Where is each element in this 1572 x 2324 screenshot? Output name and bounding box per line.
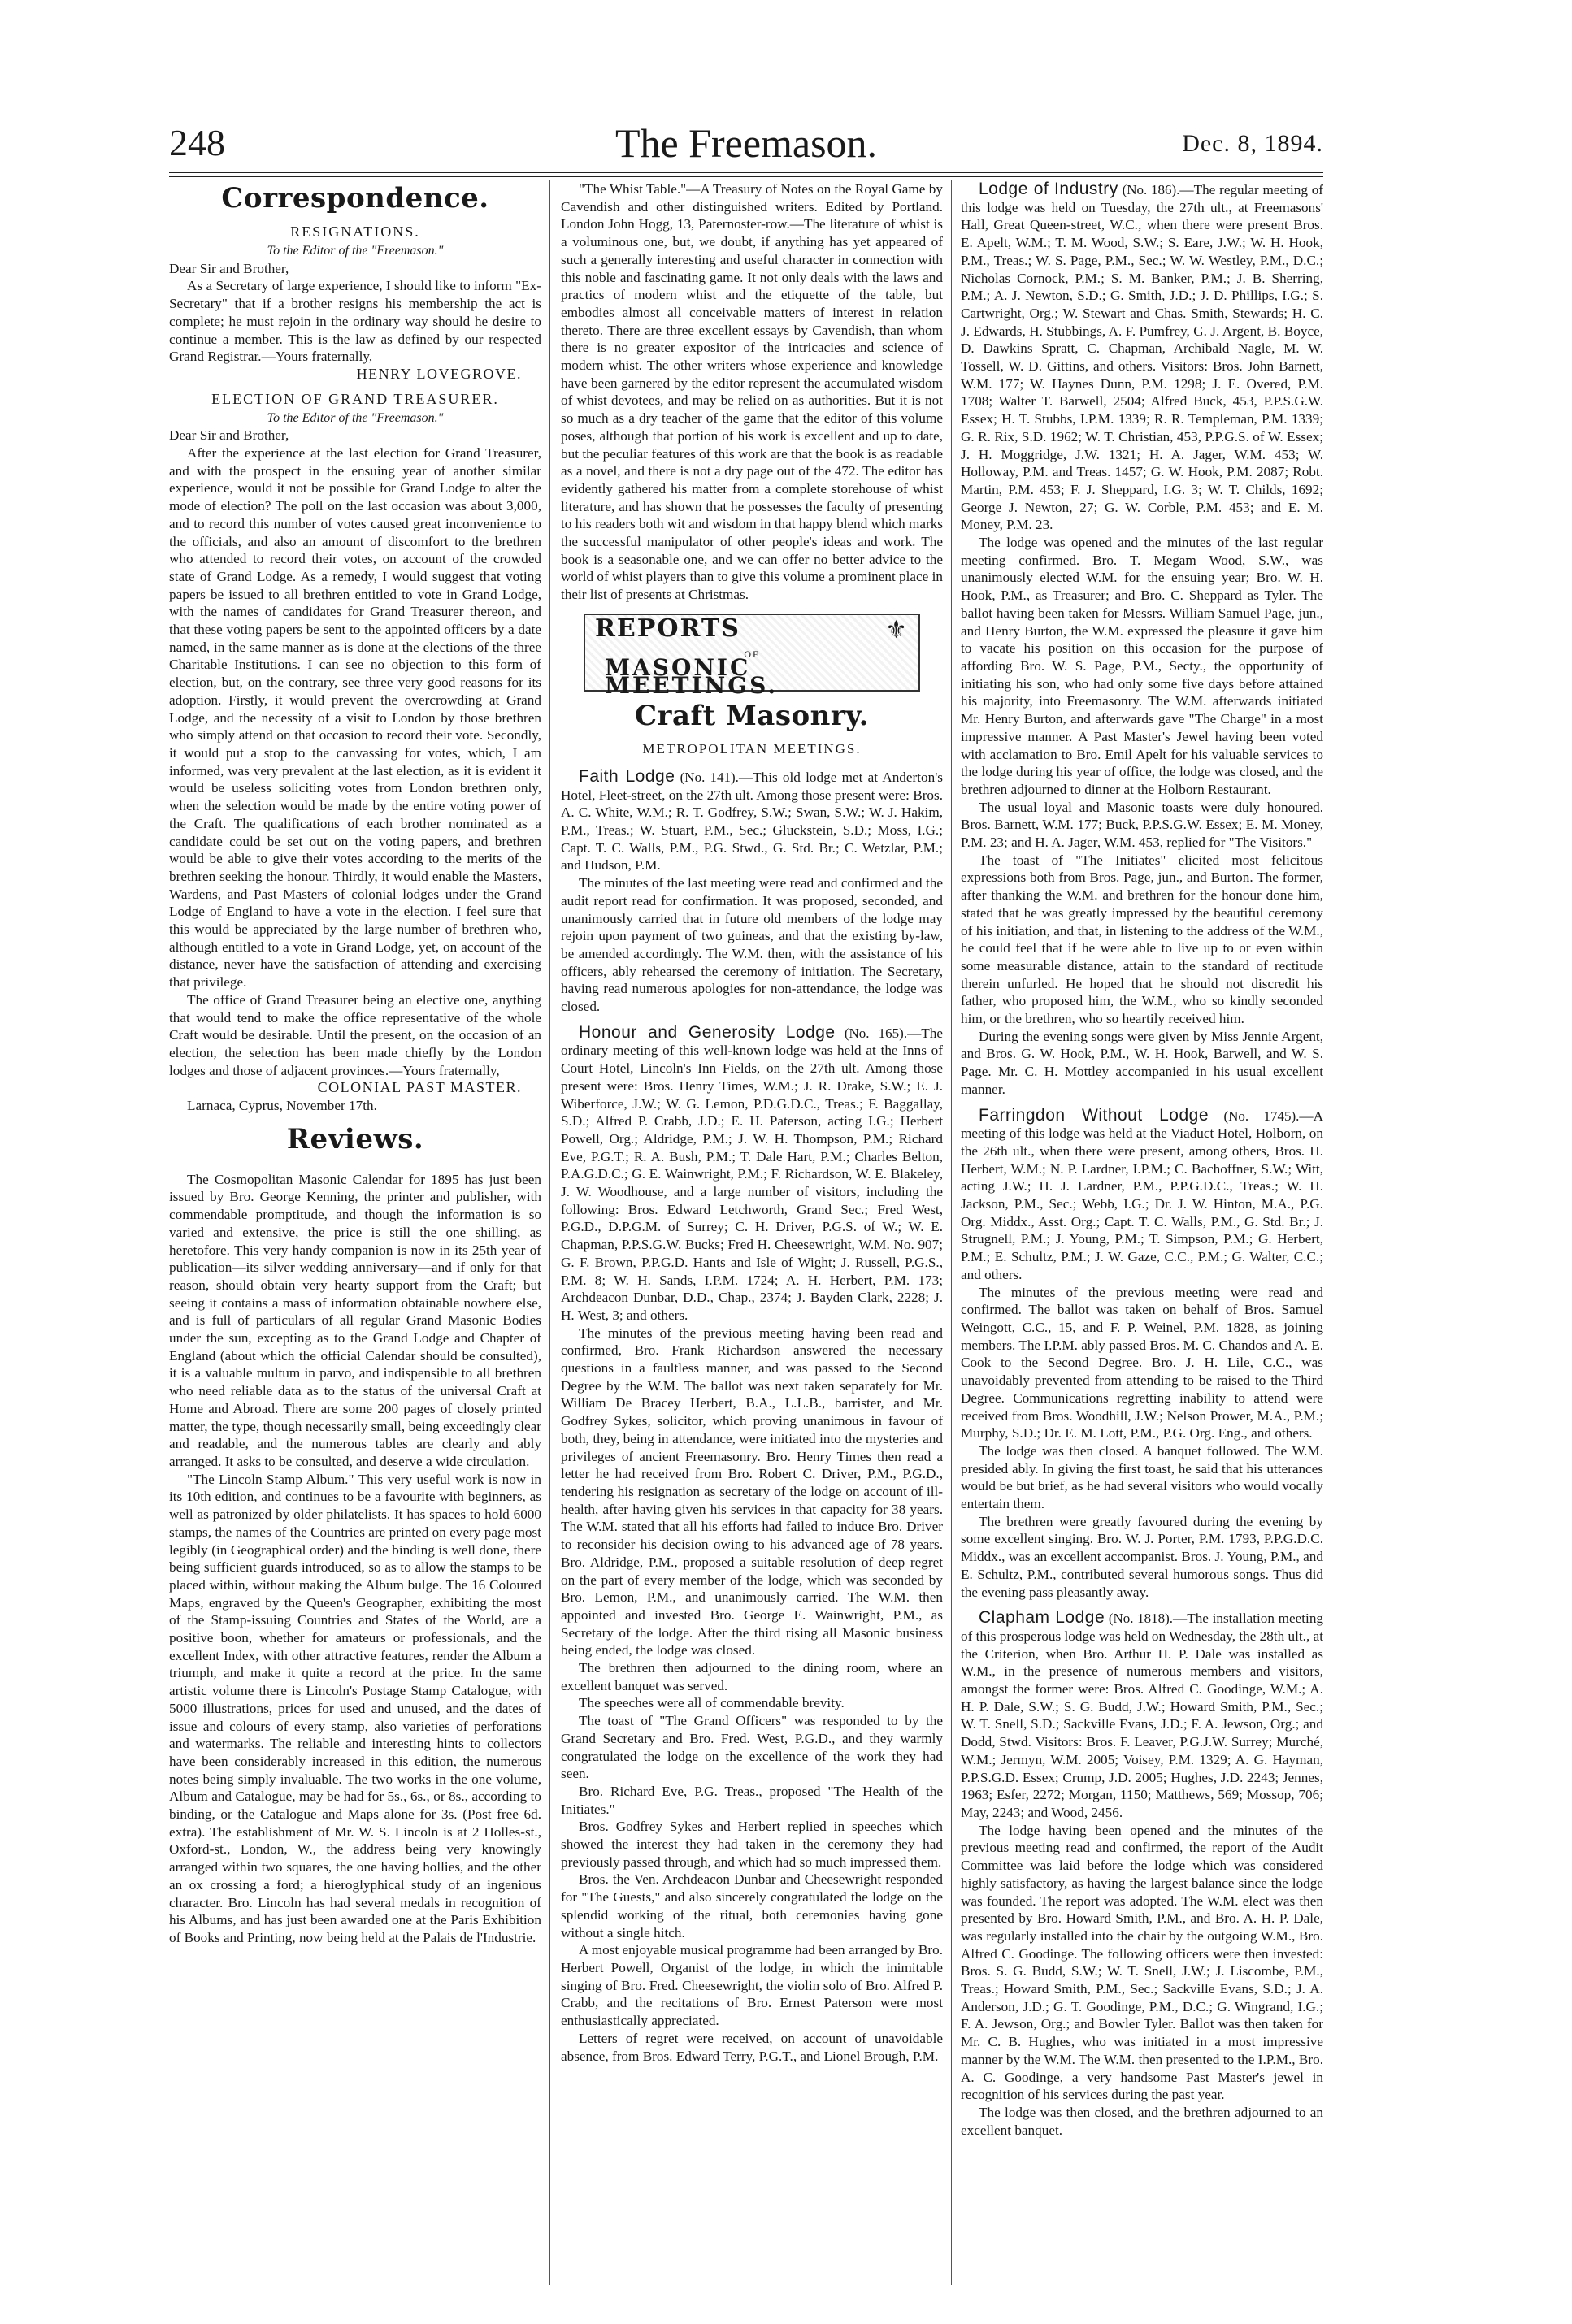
lodge-number: (No. 141). [680,769,739,785]
lodge-paragraph: —The regular meeting of this lodge was held on Tuesday, the 27th ult., at Freemasons' Hall, Great Queen-street, W.C., when there were present Bros. E. Apelt, W.M.; T. M. Wood, S.W.; S. Eare, J.W.; W. H. Hook, P.M., Treas.; W. S. Page, P.M., Sec.; W. W. Westley, P.M., D.C.; Nicholas Cornock, P.M.; S. M. Banker, P.M.; J. B. Sherring, P.M.; A. J. Newton, S.D.; G. Smith, J.D.; J. D. Phillips, I.G.; S. Cartwright, Org.; W. Stewart and Chas. Smith, Stewards; H. C. J. Edwards, H. Stubbings, A. F. Pumfrey, G. J. Argent, B. Boyce, D. Dawkins Spratt, C. Chapman, Archibald Nagle, M. W. Tossell, W. D. Gittins, and others. Visitors: Bros. John Barnett, W.M. 177; W. Haynes Dunn, P.M. 1298; J. E. Overed, P.M. 1708; Walter T. Barwell, 2504; Alfred Buck, 453, P.P.S.G.W. Essex; H. T. Stubbs, I.P.M. 1339; R. R. Templeman, P.M. 1339; G. R. Rix, S.D. 1962; W. T. Christian, 453, P.P.G.S. of W. Essex; J. H. Moggridge, J.W. 1321; H. A. Jager, W.M. 453; W. Holloway, P.M. and Treas. 1457; G. W. Hook, P.M. 2087; Robt. Martin, P.M. 453; F. J. Sheppard, I.G. 3; W. T. Childs, 1692; George J. Newton, 27; G. W. Corble, P.M. 453; and E. M. Money, P.M. 23. [961,182,1324,533]
lodge-paragraph: —A meeting of this lodge was held at the Viaduct Hotel, Holborn, on the 26th ult., when there were present, among others, Bros. H. Herbert, W.M.; N. P. Lardner, I.P.M.; C. Bachoffner, S.W.; Witt, acting J.W.; H. J. Lardner, P.M., P.P.G.D.C., Treas.; W. H. Jackson, P.M., Sec.; Webb, I.G.; Dr. J. W. Hinton, M.A., P.G. Org. Middx., Asst. Org.; Capt. T. C. Walls, P.M., G. Std. Br.; J. Strugnell, P.M.; J. Young, P.M.; T. Simpson, P.M.; G. Herbert, P.M.; E. Schultz, P.M.; J. W. Gaze, C.C., P.M.; G. Walter, C.C.; and others. [961,1108,1324,1282]
lodge-paragraph: The lodge was then closed. A banquet followed. The W.M. presided ably. In giving the first toast, he said that his utterances would be but brief, as he had several visitors who would vocally entertain them. [961,1442,1323,1512]
lodge-paragraph: The speeches were all of commendable brevity. [579,1695,845,1711]
letter-body: The office of Grand Treasurer being an elective one, anything that would tend to make the office representative of the whole Craft would be desirable. Until the present, on the occasion of an election, the selection has been made chiefly by the London lodges and those of adjacent provinces.—Yours fraternally, [169,991,541,1078]
lodge-paragraph: Bros. Godfrey Sykes and Herbert replied in speeches which showed the interest they had taken in the ceremony they had previously passed through, and which had so much impressed them. [561,1819,943,1870]
review-stamp-album: "The Lincoln Stamp Album." This very useful work is now in its 10th edition, and continues to be a favourite with beginners, as well as patronized by older philatelists. It has spaces to hold 6000 stamps, the names of the Countries are printed on every page most legibly (in Geographical order) and the binding is well done, there being sufficient guards introduced, so as to allow the stamps to be placed within, without making the Album bulge. The 16 Coloured Maps, engraved by the Queen's Geographer, exhibiting the most of the Stamp-issuing Countries and States of the World, are a positive boon, whether for amateurs or professionals, and the excellent Index, with other attractive features, render the Album a triumph, and make it quite a record at the price. In the same artistic volume there is Lincoln's Postage Stamp Catalogue, with 5000 illustrations, prices for used and unused, and the dates of issue and colours of every stamp, also varieties of perforations and watermarks. The reliable and interesting hints to collectors have been considerably increased in this edition, the numerous notes being simply invaluable. The two works in the one volume, Album and Catalogue, may be had for 5s., 6s., or 8s., according to binding, or the Catalogue and Maps alone for 3s. (Post free 6d. extra). The establishment of Mr. W. S. Lincoln is at 2 Holles-st., Oxford-st., London, W., the address being very knowingly arranged within two squares, the one having hollies, and the other an ox crossing a ford; a hieroglyphical study of an ingenious character. Bro. Lincoln has had several medals in recognition of his Albums, and has just been awarded one at the Paris Exhibition of Books and Printing, now being held at the Palais de l'Industrie. [169,1471,541,1945]
masthead [169,119,1323,171]
lodge-paragraph: The minutes of the previous meeting were read and confirmed. The ballot was taken on behalf of Bros. Samuel Weingott, C.C., 15, and F. P. Weinel, P.M. 1828, as joining members. The I.P.M. ably passed Bros. M. C. Chandos and A. E. Cook to the Second Degree. Bro. J. H. Lile, C.C., was unavoidably prevented from attending to be raised to the Third Degree. Communications regretting inability to attend were received from Bros. Woodhill, J.W.; Nelson Prower, M.A., P.M.; Murphy, S.D.; Dr. E. M. Lott, P.M., P.G. Org. Eng., and others. [961,1284,1323,1442]
lodge-paragraph: —This old lodge met at Anderton's Hotel, Fleet-street, on the 27th ult. Among those present were: Bros. A. C. White, W.M.; R. T. Godfrey, S.W.; Swan, S.W.; W. J. Hakim, P.M., Treas.; W. Stuart, P.M., Sec.; Gluckstein, S.D.; Moss, I.G.; Capt. T. C. Walls, P.M., P.G. Stwd., G. Std. Br.; C. Wetzlar, P.M.; and Hudson, P.M. [561,769,943,874]
letter-signature: COLONIAL PAST MASTER. [317,1079,522,1096]
lodge-paragraph: The toast of "The Grand Officers" was responded to by the Grand Secretary and Bro. Fred. West, P.G.D., and they warmly congratulated the lodge on the excellence of the work they had seen. [561,1713,943,1782]
reviews-heading: Reviews. [286,1122,424,1155]
lodge-report [961,1609,1323,1821]
lodge-name: Clapham Lodge [979,1608,1105,1628]
lodge-paragraph: The lodge having been opened and the minutes of the previous meeting read and confirmed, the report of the Audit Committee was laid before the lodge which was considered highly satisfactory, as having the largest balance since the lodge was founded. The report was adopted. The W.M. elect was then presented by Bro. Howard Smith, P.M., and Bro. A. H. P. Dale, was regularly installed into the chair by the outgoing W.M., Bro. Alfred C. Goodinge. The following officers were then invested: Bros. S. G. Budd, S.W.; W. T. Snell, J.W.; J. Liscombe, P.M., Treas.; Howard Smith, P.M., Sec.; Sackville Evans, S.D.; J. A. Anderson, J.D.; G. T. Goodinge, P.M., D.C.; G. Wingrand, I.G.; F. A. Jewson, Org.; and Bowler Tyler. Ballot was then taken for Mr. C. B. Hughes, who was initiated in a most impressive manner by the W.M. The W.M. then presented to the I.P.M., Bro. A. C. Goodinge, a very handsome Past Master's jewel in recognition of his services during the past year. [961,1822,1323,2103]
masthead-rule [169,171,1323,177]
lodge-paragraph: The toast of "The Initiates" elicited most felicitous expressions both from Bros. Page, jun., and Burton. The former, after thanking the W.M. and brethren for the honour done him, stated that he was greatly impressed by the beautiful ceremony of his initiation, and that, in listening to the address of the W.M., he could feel that if he were able to live up to or even within some measurable distance, attain to the standard of rectitude therein unfurled. He hoped that he should not discredit his father, who proposed him, the W.M., who so kindly seconded him, or the brethren, who so heartily received him. [961,852,1323,1027]
lodge-paragraph: The brethren were greatly favoured during the evening by some excellent singing. Bro. W. J. Porter, P.M. 1793, P.P.G.D.C. Middx., was an excellent accompanist. Bros. J. Young, P.M., and E. Schultz, P.M., contributed several humorous songs. Thus did the evening pass pleasantly away. [961,1513,1323,1600]
square-compass-icon: ⚜ [885,616,907,644]
lodge-number: (No. 1818). [1108,1611,1174,1627]
page-number: 248 [169,122,225,163]
lodge-paragraph: Bro. Richard Eve, P.G. Treas., proposed "The Health of the Initiates." [561,1783,943,1817]
review-calendar: The Cosmopolitan Masonic Calendar for 1895 has just been issued by Bro. George Kenning, the printer and publisher, with commendable promptitude, and though the information is so varied and extensive, the price is still the one shilling, as heretofore. This very handy companion is now in its 25th year of publication—its silver wedding anniversary—and if only for that reason, should obtain very hearty support from the Craft; but seeing it contains a mass of information obtainable nowhere else, and is full of particulars of all regular Grand Masonic Bodies under the sun, excepting as to the Grand Lodge and Chapter of England (about which the official Calendar should be consulted), it is a valuable multum in parvo, and indispensible to all brethren who need reliable data as to the status of the universal Craft at Home and Abroad. There are some 200 pages of closely printed matter, the type, though necessarily small, being exceedingly clear and readable, and the numerous tables are clearly and ably arranged. It asks to be consulted, and deserve a wide circulation. [169,1171,541,1469]
lodge-name: Faith Lodge [579,766,675,786]
lodge-paragraph: The lodge was then closed, and the brethren adjourned to an excellent banquet. [961,2104,1323,2138]
lodge-name: Farringdon Without Lodge [979,1105,1209,1125]
lodge-paragraph: —The ordinary meeting of this well-known lodge was held at the Inns of Court Hotel, Lincoln's Inn Fields, on the 27th ult. Among those present were: Bros. Henry Times, W.M.; J. R. Drake, S.W.; E. J. Wiberforce, J.W.; W. G. Lemon, P.D.G.D.C., Treas.; F. Baggallay, S.D.; Alfred P. Crabb, J.D.; E. H. Paterson, acting I.G.; Herbert Powell, Org.; Aldridge, P.M.; J. W. H. Thompson, P.M.; Richard Eve, P.G.T.; R. A. Bush, P.M.; T. Dale Hart, P.M.; Charles Belton, P.A.G.D.C.; G. E. Wainwright, P.M.; F. Richardson, W. E. Blakeley, J. W. Woodhouse, and a large number of visitors, including the following: Bros. Edward Letchworth, Grand Sec.; Fred West, P.G.D., D.P.G.M. of Surrey; C. H. Driver, P.G.S. of W.; W. E. Chapman, P.P.S.G.W. Bucks; Fred H. Cheesewright, W.M. No. 907; G. F. Brown, P.P.G.D. Hants and Isle of Wight; J. Russell, P.G.S., P.M. 8; W. H. Sands, I.P.M. 1724; A. H. Herbert, P.M. 173; Archdeacon Dunbar, D.D., Chap., 2374; J. Bayden Clark, 2228; J. H. West, 3; and others. [561,1025,944,1323]
banner-of: OF [744,648,760,660]
lodge-number: (No. 186). [1122,182,1180,197]
lodge-report [561,768,943,874]
reports-banner [584,614,920,699]
lodge-paragraph: Letters of regret were received, on account of unavoidable absence, from Bros. Edward Terry, P.G.T., and Lionel Brough, P.M. [561,2030,943,2064]
lodge-report [961,1107,1323,1284]
lodge-paragraph: A most enjoyable musical programme had been arranged by Bro. Herbert Powell, Organist of the lodge, in which the inimitable singing of Bro. Fred. Cheesewright, the violin solo of Bro. Alfred P. Crabb, and the recitations of Bro. Ernest Paterson were most enthusiastically appreciated. [561,1942,943,2029]
column-divider [549,180,550,2285]
craft-masonry-heading: Craft Masonry. [635,699,869,732]
lodge-paragraph: During the evening songs were given by Miss Jennie Argent, and Bros. G. W. Hook, P.M., W. H. Hook, Barwell, and W. S. Page. Mr. C. H. Mottley accompanied in his usual excellent manner. [961,1028,1323,1097]
banner-masonic-meetings: MASONIC MEETINGS. [605,653,779,699]
lodge-paragraph: The usual loyal and Masonic toasts were duly honoured. Bros. Barnett, W.M. 177; Buck, P.P.S.G.W. Essex; E. M. Money, P.M. 23; and H. A. Jager, W.M. 453, replied for "The Visitors." [961,799,1323,851]
lodge-paragraph: The brethren then adjourned to the dining room, where an excellent banquet was served. [561,1660,943,1693]
lodge-name: Lodge of Industry [979,180,1118,198]
letter-body: After the experience at the last election for Grand Treasurer, and with the prospect in the ensuing year of another similar experience, would it not be possible for Grand Lodge to alter the mode of election? The poll on the last occasion was about 3,000, and to record this number of votes caused great inconvenience to the officials, and also an amount of discomfort to the brethren who attended to record their votes, on account of the crowded state of Grand Lodge. As a remedy, I would suggest that voting papers be issued to all brethren entitled to vote in Grand Lodge, with the names of candidates for Grand Treasurer thereon, and that these voting papers be sent to the appointed officers by a date named, in the same manner as is done at the elections of the three Charitable Institutions. I can see no objection to this form of election, but, on the contrary, see three very good reasons for its adoption. Firstly, it would prevent the overcrowding at Grand Lodge, and the necessity of a visit to London by those brethren who simply attend on that occasion to record their vote. Secondly, it would put a stop to the canvassing for votes, which, I am informed, was very prevalent at the last election, as it is evident it would be useless soliciting votes from London brethren only, when the selection would be made by the entire voting power of the Craft. The qualifications of each brother nominated as a candidate could be set out on the voting papers, and brethren would be able to give their votes according to the merits of the brethren seeking the honour. Thirdly, it would enable the Masters, Wardens, and Past Masters of colonial lodges under the Grand Lodge of England to have a vote in the election. I feel sure that this would be appreciated by the large number of brethren who, although entitled to a vote in Grand Lodge, yet, on account of the distance, never have the satisfaction of attending and exercising that privilege. [169,445,541,991]
lodge-paragraph: The minutes of the last meeting were read and confirmed and the audit report read for confirmation. It was proposed, seconded, and unanimously carried that in future old members of the lodge may rejoin upon payment of two guineas, and that the existing by-law, be amended accordingly. The W.M. then, with the assistance of his officers, ably rehearsed the ceremony of initiation. The Secretary, having read numerous apologies for non-attendance, the lodge was closed. [561,875,943,1015]
column-divider [951,180,952,2285]
letter-body: As a Secretary of large experience, I should like to inform "Ex-Secretary" that if a brother resigns his membership the act is complete; he must rejoin in the ordinary way should he desire to continue a member. This is the law as defined by our respected Grand Registrar.—Yours fraternally, [169,278,541,365]
election-heading: ELECTION OF GRAND TREASURER. [211,390,499,407]
correspondence-heading: Correspondence. [221,182,489,215]
lodge-paragraph: Bros. the Ven. Archdeacon Dunbar and Cheesewright responded for "The Guests," and also sincerely congratulated the lodge on the splendid working of the ritual, both ceremonies having gone without a single hitch. [561,1871,943,1940]
letter-address: To the Editor of the "Freemason." [267,410,444,425]
metropolitan-meetings-heading: METROPOLITAN MEETINGS. [642,740,862,757]
letter-place: Larnaca, Cyprus, November 17th. [187,1098,377,1114]
resignations-heading: RESIGNATIONS. [290,223,420,240]
lodge-paragraph: The minutes of the previous meeting having been read and confirmed, Bro. Frank Richardson answered the necessary questions in a faultless manner, and was passed to the Second Degree by the W.M. The ballot was next taken separately for Mr. William De Bracey Herbert, B.A., L.L.B., barrister, and Mr. Godfrey Sykes, solicitor, which proving unanimous in favour of both, they, being in attendance, were initiated into the mysteries and privileges of ancient Freemasonry. Bro. Henry Times then read a letter he had received from Bro. Robert C. Driver, P.M., P.G.D., tendering his resignation as secretary of the lodge on account of ill-health, after having given his services in that capacity for 38 years. The W.M. stated that all his efforts had failed to induce Bro. Driver to reconsider his decision owing to his advanced age of 78 years. Bro. Aldridge, P.M., proposed a suitable resolution of deep regret on the part of every member of the lodge, which was seconded by Bro. Lemon, P.M., and unanimously carried. The W.M. then appointed and invested Bro. George E. Wainwright, P.M., as Secretary of the lodge. After the third rising all Masonic business being ended, the lodge was closed. [561,1325,943,1658]
letter-salutation: Dear Sir and Brother, [169,427,289,444]
letter-address: To the Editor of the "Freemason." [267,244,444,258]
issue-date: Dec. 8, 1894. [1182,130,1323,157]
lodge-paragraph: —The installation meeting of this prosperous lodge was held on Wednesday, the 28th ult., at the Criterion, when Bro. Arthur H. P. Dale was installed as W.M., in the presence of numerous members and visitors, amongst the former were: Bros. Alfred C. Goodinge, W.M.; A. H. P. Dale, S.W.; S. G. Budd, J.W.; Howard Smith, P.M., Sec.; W. T. Snell, S.D.; Sackville Evans, J.D.; F. A. Jewson, Org.; and Dodd, Stwd. Visitors: Bros. F. Leaver, P.G.J.W. Surrey; Murché, W.M.; Jermyn, W.M. 2005; Voisey, P.M. 1329; A. G. Hayman, P.P.S.G.D. Essex; Crump, J.D. 2005; Hughes, J.D. 2243; Jennes, 1963; Esfer, 2272; Morgan, 1150; Matthews, 569; Mossop, 706; May, 2243; and Wood, 2456. [961,1611,1324,1820]
lodge-report [961,180,1323,534]
review-whist-table: "The Whist Table."—A Treasury of Notes on the Royal Game by Cavendish and other distinguished writers. Edited by Portland. London John Hogg, 13, Paternoster-row.—The literature of whist is a voluminous one, but, we doubt, if anything has yet appeared of such a generally interesting and useful character in connection with this noble and fascinating game. It not only deals with the laws and practics of modern whist and the etiquette of the table, but embodies almost all conceivable matters of interest in relation thereto. There are three excellent essays by Cavendish, than whom there is no greater expositor of the intricacies and science of modern whist. The other writers whose experience and knowledge have been garnered by the editor represent the accumulated wisdom of whist devotees, and may be relied on as authorities. But it is not so much as a dry teacher of the game that the editor of this volume poses, although that portion of his work is excellent and up to date, but the peculiar features of this work are that the book is as readable as a novel, and there is not a dry page out of the 472. The editor has evidently gathered his matter from a complete storehouse of whist literature, and has shown that he possesses the faculty of presenting to his readers both wit and wisdom in that happy blend which marks the successful manipulator of other people's ideas and work. The book is a seasonable one, and we can offer no better advice to the world of whist players than to give this volume a prominent place in their list of presents at Christmas. [561,181,943,603]
letter-salutation: Dear Sir and Brother, [169,260,289,276]
column-1 [169,180,541,1947]
letter-signature: HENRY LOVEGROVE. [356,365,522,382]
banner-reports: REPORTS [595,614,740,643]
newspaper-title: The Freemason. [614,120,878,166]
column-3 [961,180,1323,2139]
column-2 [561,180,943,2065]
lodge-number: (No. 165). [844,1025,908,1041]
lodge-number: (No. 1745). [1223,1108,1300,1124]
lodge-report [561,1024,943,1325]
lodge-paragraph: The lodge was opened and the minutes of the last regular meeting confirmed. Bro. T. Megam Wood, S.W., was unanimously elected W.M. for the ensuing year; Bro. W. H. Hook, P.M., as Treasurer; and Bro. C. Sheppard as Tyler. The ballot having been taken for Messrs. William Samuel Page, jun., and Henry Burton, the W.M. expressed the pleasure it gave him to vacate his position on this occasion for the purpose of affording Bro. W. S. Page, P.M., Secty., the opportunity of initiating his son, who had only some five days before attained his majority, into Freemasonry. The W.M. afterwards initiated Mr. Henry Burton, and afterwards gave "The Charge" in a most impressive manner. A Past Master's Jewel having been voted with acclamation to Bro. Emil Apelt for his valuable services to the lodge during his year of office, the lodge was closed, and the brethren adjourned to dinner at the Holborn Restaurant. [961,535,1323,797]
lodge-name: Honour and Generosity Lodge [579,1022,836,1042]
